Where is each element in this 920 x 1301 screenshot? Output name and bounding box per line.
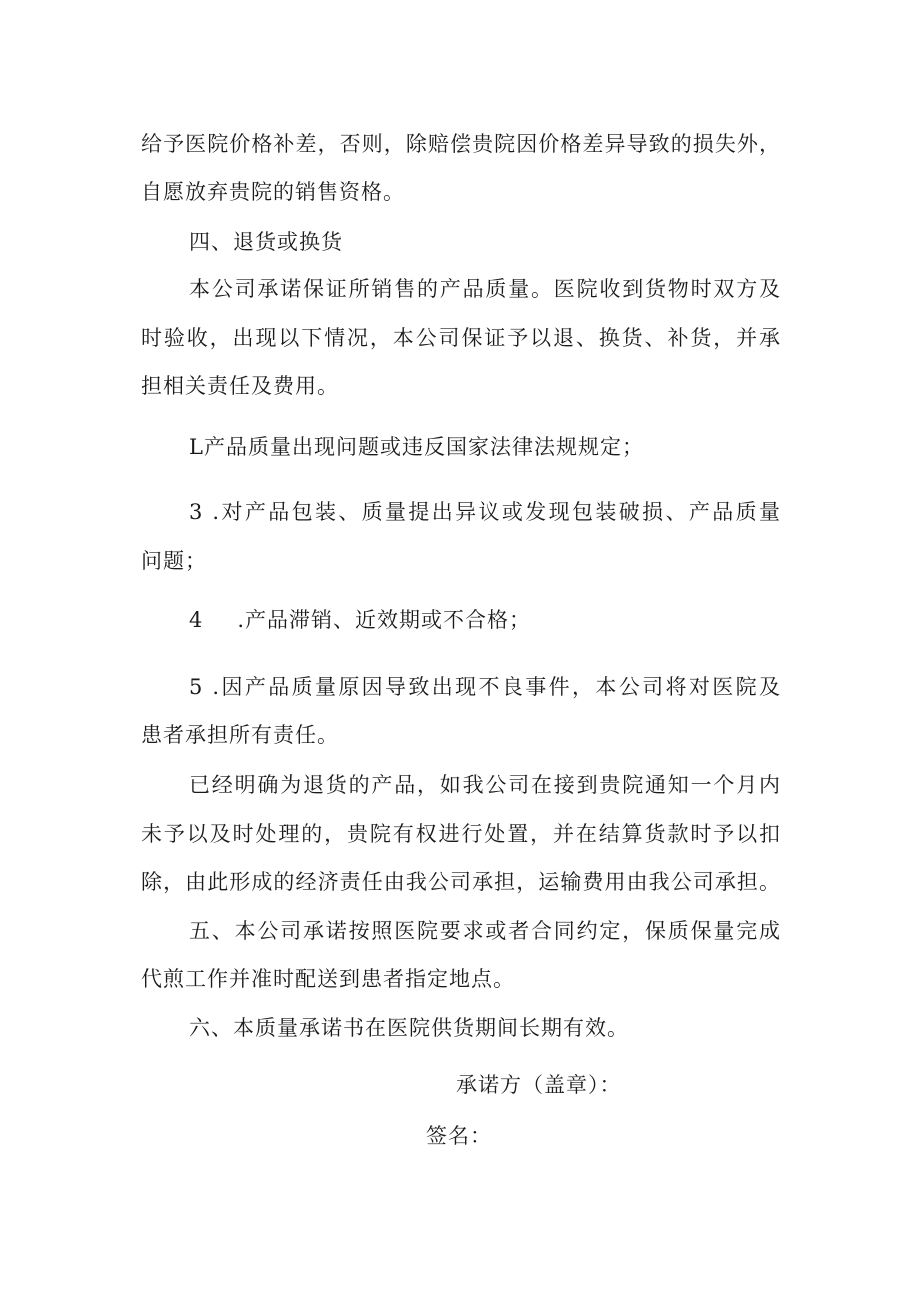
item4-line (189, 606, 781, 634)
item1-text: L产品质量出现问题或违反国家法律法规规定； (189, 435, 644, 459)
item5-line2: 患者承担所有责任。 (141, 723, 339, 747)
promisor-seal-label: 承诺方（盖章）： (456, 1073, 622, 1097)
para1-line1: 给予医院价格补差，否则，除赔偿贵院因价格差异导致的损失外， (141, 132, 781, 156)
item5-number: 5 (189, 675, 204, 699)
signature-label: 签名： (426, 1124, 492, 1148)
item3-text: .对产品包装、质量提出异议或发现包装破损、产品质量 (212, 500, 781, 524)
para2-line3: 担相关责任及费用。 (141, 374, 339, 398)
item3-number: 3 (189, 500, 204, 524)
section6-text: 六、本质量承诺书在医院供货期间长期有效。 (189, 1016, 629, 1040)
item5-line1 (189, 673, 781, 701)
para3-line1: 已经明确为退货的产品，如我公司在接到贵院通知一个月内 (189, 773, 781, 797)
para2-line1: 本公司承诺保证所销售的产品质量。医院收到货物时双方及 (189, 277, 781, 301)
para3-line3: 除，由此形成的经济责任由我公司承担，运输费用由我公司承担。 (141, 870, 781, 894)
para1-line2: 自愿放弃贵院的销售资格。 (141, 180, 405, 204)
para2-line2: 时验收，出现以下情况，本公司保证予以退、换货、补货，并承 (141, 326, 781, 350)
para3-line2: 未予以及时处理的，贵院有权进行处置，并在结算货款时予以扣 (141, 822, 781, 846)
item5-text: .因产品质量原因导致出现不良事件，本公司将对医院及 (212, 675, 781, 699)
item4-number: 4 (189, 608, 204, 632)
section5-line2: 代煎工作并准时配送到患者指定地点。 (141, 967, 515, 991)
item4-text: .产品滞销、近效期或不合格； (237, 608, 532, 632)
item3-line2: 问题； (141, 549, 207, 573)
section5-line1: 五、本公司承诺按照医院要求或者合同约定，保质保量完成 (189, 919, 781, 943)
section4-heading: 四、退货或换货 (189, 230, 343, 254)
item3-line1 (189, 498, 781, 526)
